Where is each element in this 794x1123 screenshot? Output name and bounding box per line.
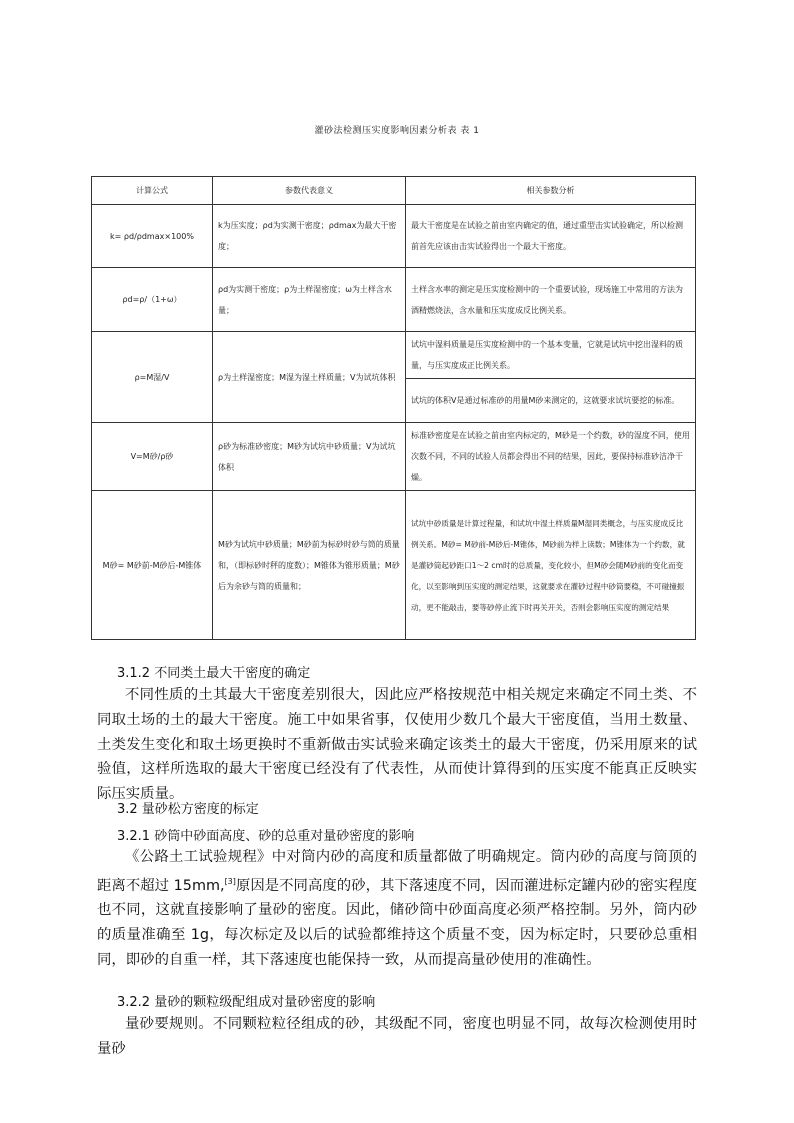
- table-row: [92, 491, 696, 640]
- header-analysis: 相关参数分析: [406, 177, 696, 205]
- table-caption: 灌砂法检测压实度影响因素分析表 表 1: [314, 126, 480, 136]
- formula-cell: ρ=M湿/V: [92, 332, 213, 423]
- analysis-cell: 标准砂密度是在试验之前由室内标定的，M砂是一个约数，砂的湿度不同，使用次数不同，不同的试验人员都会得出不同的结果，因此，要保持标准砂洁净干燥。: [406, 423, 696, 491]
- analysis-cell: 最大干密度是在试验之前由室内确定的值，通过重型击实试验确定，所以检测前首先应该由击实试验得出一个最大干密度。: [406, 205, 696, 268]
- analysis-cell: 试坑中砂质量是计算过程量，和试坑中湿土样质量M湿同类概念，与压实度成反比例关系。M砂= M砂前-M砂后-M锥体，M砂前为样上读数；M锥体为一个约数，就是灌砂筒起砂距口1～2 cm时的总质量，变化较小，但M砂会随M砂前的变化而变化，以至影响到压实度的测定结果，这就要求在灌砂过程中砂筒要稳，不可碰撞振动，更不能敲击，要等砂停止流下时再关开关，否则会影响压实度的测定结果: [406, 491, 696, 640]
- citation-ref: [3]: [224, 876, 236, 886]
- header-formula: 计算公式: [92, 177, 213, 205]
- meaning-cell: k为压实度；ρd为实测干密度；ρdmax为最大干密度；: [213, 205, 406, 268]
- section-text-3-2-1-part-b: 原因是不同高度的砂，其下落速度不同，因而灌进标定罐内砂的密实程度也不同，这就直接影响了量砂的密度。因此，储砂筒中砂面高度必须严格控制。另外，筒内砂的质量准确至 1g，每次标定及以后的试验都维持这个质量不变，因为标定时，只要砂总重相同，即砂的自重一样，其下落速度也能保持一致，从而提高量砂使用的准确性。: [97, 877, 697, 968]
- formula-cell: k= ρd/ρdmax×100%: [92, 205, 213, 268]
- section-heading-3-2-1: 3.2.1 砂筒中砂面高度、砂的总重对量砂密度的影响: [117, 829, 415, 844]
- table-header-row: [92, 177, 696, 205]
- table-row: [92, 423, 696, 491]
- header-meaning: 参数代表意义: [213, 177, 406, 205]
- meaning-cell: ρ砂为标准砂密度；M砂为试坑中砂质量；V为试坑体积: [213, 423, 406, 491]
- analysis-cell: 试坑的体积V是通过标准砂的用量M砂来测定的，这就要求试坑要挖的标准。: [406, 379, 696, 423]
- table-row: [92, 332, 696, 379]
- section-text-3-2-2: 量砂要规则。不同颗粒粒径组成的砂，其级配不同，密度也明显不同，故每次检测使用时量砂: [97, 1016, 697, 1057]
- table-row: [92, 268, 696, 332]
- meaning-cell: ρd为实测干密度；ρ为土样湿密度；ω为土样含水量；: [213, 268, 406, 332]
- section-text-3-2-1-part-a: 《公路土工试验规程》中对筒内砂的高度和质量都做了明确规定。筒内砂的高度与筒顶的距离不超过 15mm,: [97, 849, 697, 894]
- meaning-cell: ρ为土样湿密度；M湿为湿土样质量；V为试坑体积: [213, 332, 406, 423]
- section-heading-3-2: 3.2 量砂松方密度的标定: [117, 802, 259, 817]
- section-text-3-2-1: [97, 845, 697, 973]
- analysis-cell: 土样含水率的测定是压实度检测中的一个重要试验，现场施工中常用的方法为酒精燃烧法，含水量和压实度成反比例关系。: [406, 268, 696, 332]
- section-heading-3-2-2: 3.2.2 量砂的颗粒级配组成对量砂密度的影响: [117, 995, 376, 1010]
- analysis-cell: 试坑中湿料质量是压实度检测中的一个基本变量，它就是试坑中挖出湿料的质量，与压实度成正比例关系。: [406, 332, 696, 379]
- section-text-3-1-2: 不同性质的土其最大干密度差别很大，因此应严格按规范中相关规定来确定不同土类、不同取土场的土的最大干密度。施工中如果省事，仅使用少数几个最大干密度值，当用土数量、土类发生变化和取土场更换时不重新做击实试验来确定该类土的最大干密度，仍采用原来的试验值，这样所选取的最大干密度已经没有了代表性，从而使计算得到的压实度不能真正反映实际压实质量。: [97, 687, 697, 803]
- formula-cell: M砂= M砂前-M砂后-M锥体: [92, 491, 213, 640]
- formula-cell: ρd=ρ/（1+ω）: [92, 268, 213, 332]
- meaning-cell: M砂为试坑中砂质量；M砂前为标砂时砂与筒的质量和，（即标砂时秤的度数）；M锥体为锥形质量；M砂后为余砂与筒的质量和；: [213, 491, 406, 640]
- formula-cell: V=M砂/ρ砂: [92, 423, 213, 491]
- factor-analysis-table: [91, 176, 696, 640]
- table-row: [92, 205, 696, 268]
- section-heading-3-1-2: 3.1.2 不同类土最大干密度的确定: [117, 666, 311, 681]
